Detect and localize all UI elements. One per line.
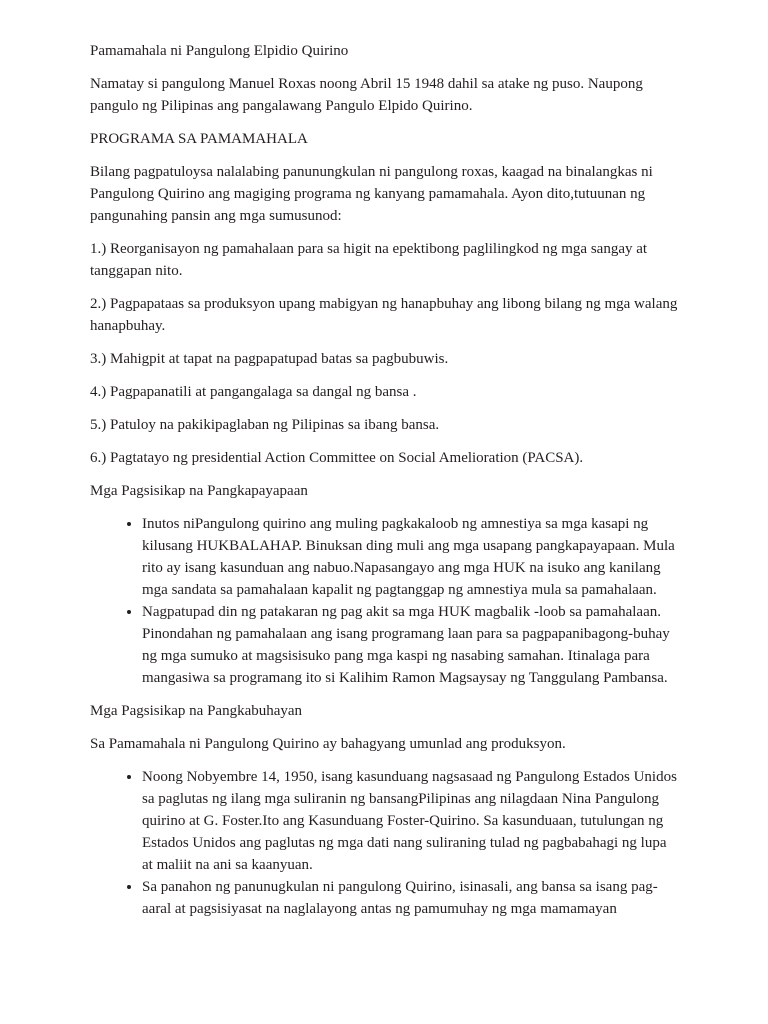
programa-item-4: 4.) Pagpapanatili at pangangalaga sa dangal ng bansa . xyxy=(90,384,417,400)
list-item: • Nagpatupad din ng patakaran ng pag akit sa mga HUK magbalik -loob sa pamahalaan. Pinondahan ng pamahalaan ang isang programang laan para sa pagpapanibagong-buhay ng mga sumuko at magsisisuko pang mga kaspi ng nasabing samahan. Itinalaga para mangasiwa sa programang ito si Kalihim Ramon Magsaysay ng Tanggulang Pambansa. xyxy=(142,601,680,689)
heading-pagsisikap-pangkabuhayan: Mga Pagsisikap na Pangkabuhayan xyxy=(90,703,303,719)
heading-programa-sa-pamamahala: PROGRAMA SA PAMAMAHALA xyxy=(90,131,308,147)
programa-lead-paragraph: Bilang pagpatuloysa nalalabing panunungkulan ni pangulong roxas, kaagad na binalangkas ni Pangulong Quirino ang magiging programa ng kanyang pamamahala. Ayon dito,tutuunan ng pangunahing pansin ang mga sumusunod: xyxy=(90,164,653,224)
list-item: • Inutos niPangulong quirino ang muling pagkakaloob ng amnestiya sa mga kasapi ng kilusang HUKBALAHAP. Binuksan ding muli ang mga usapang pangkapayapaan. Mula rito ay isang kasunduan ang nabuo.Napasangayo ang mga HUK na isuko ang kanilang mga sandata sa pamahalaan kapalit ng pagtanggap ng amnestiya mula sa pamahalaan. xyxy=(142,513,680,601)
programa-item-1: 1.) Reorganisayon ng pamahalaan para sa higit na epektibong paglilingkod ng mga sangay at tanggapan nito. xyxy=(90,241,648,279)
pangkabuhayan-lead-paragraph: Sa Pamamahala ni Pangulong Quirino ay bahagyang umunlad ang produksyon. xyxy=(90,736,566,752)
programa-item-5: 5.) Patuloy na pakikipaglaban ng Pilipinas sa ibang bansa. xyxy=(90,417,440,433)
programa-item-3: 3.) Mahigpit at tapat na pagpapatupad batas sa pagbubuwis. xyxy=(90,351,449,367)
pangkapayapaan-bullet-list xyxy=(90,513,680,689)
list-item: • Noong Nobyembre 14, 1950, isang kasunduang nagsasaad ng Pangulong Estados Unidos sa paglutas ng ilang mga suliranin ng bansangPilipinas ang nilagdaan Nina Pangulong quirino at G. Foster.Ito ang Kasunduang Foster-Quirino. Sa kasunduaan, tutulungan ng Estados Unidos ang paglutas ng mga dati nang suliraning tulad ng pagbabahagi ng lupa at maliit na ani sa kaanyuan. xyxy=(142,766,680,876)
intro-paragraph: Namatay si pangulong Manuel Roxas noong Abril 15 1948 dahil sa atake ng puso. Naupong pangulo ng Pilipinas ang pangalawang Pangulo Elpido Quirino. xyxy=(90,76,643,114)
programa-item-2: 2.) Pagpapataas sa produksyon upang mabigyan ng hanapbuhay ang libong bilang ng mga walang hanapbuhay. xyxy=(90,296,678,334)
document-title: Pamamahala ni Pangulong Elpidio Quirino xyxy=(90,43,349,59)
programa-item-6: 6.) Pagtatayo ng presidential Action Committee on Social Amelioration (PACSA). xyxy=(90,450,584,466)
list-item: • Sa panahon ng panunugkulan ni pangulong Quirino, isinasali, ang bansa sa isang pag-aaral at pagsisiyasat na naglalayong antas ng pamumuhay ng mga mamamayan xyxy=(142,876,680,920)
heading-pagsisikap-pangkapayapaan: Mga Pagsisikap na Pangkapayapaan xyxy=(90,483,308,499)
pangkabuhayan-bullet-list xyxy=(90,766,680,920)
